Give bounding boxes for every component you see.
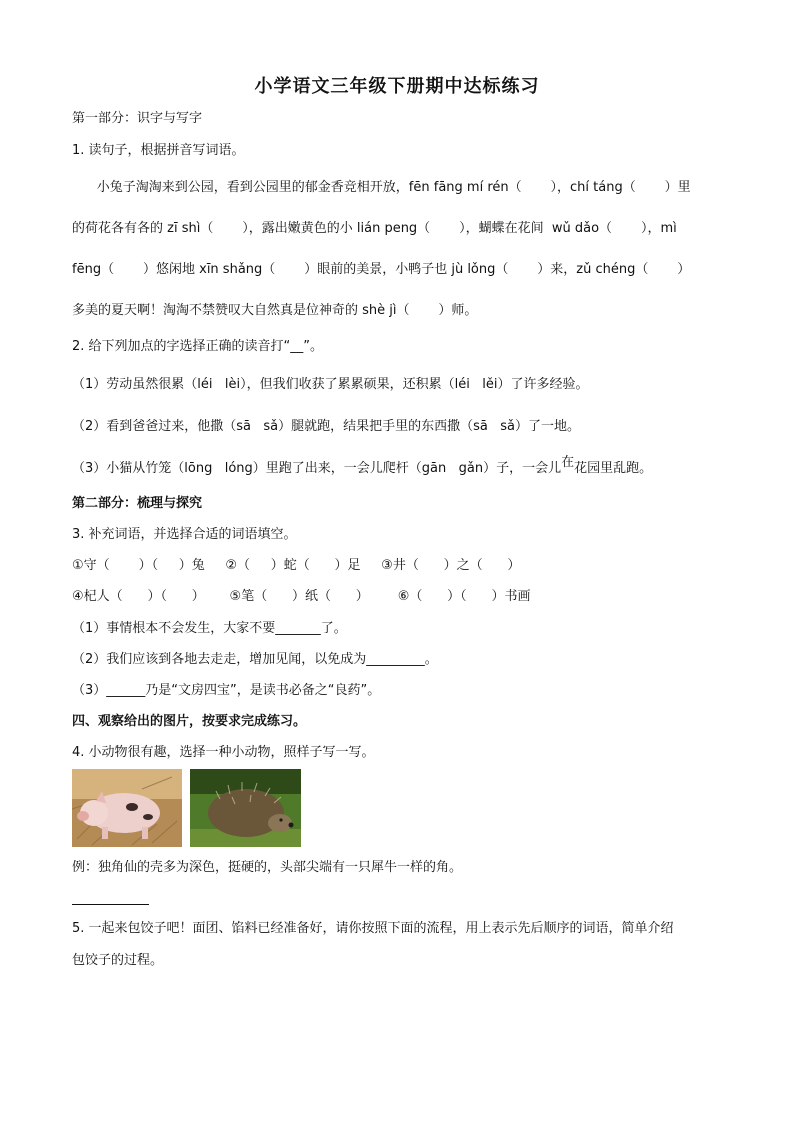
part4-heading: 四、观察给出的图片，按要求完成练习。 [72,714,307,729]
piglet-illustration [72,769,182,847]
q2-item-1: （1）劳动虽然很累（léi lèi），但我们收获了累累硕果，还积累（léi lěi）了许多经验。 [72,377,589,392]
q3-stem: 3. 补充词语，并选择合适的词语填空。 [72,527,297,542]
q1-line-3: fēng（ ）悠闲地 xīn shǎng（ ）眼前的美景，小鸭子也 jù lǒng（ ）来，zǔ chéng（ ） [72,262,691,277]
q2-stem: 2. 给下列加点的字选择正确的读音打“__”。 [72,339,324,354]
part1-heading: 第一部分：识字与写字 [72,111,203,126]
q2-item-3-raised-char: 在 [561,455,575,470]
q1-line-4: 多美的夏天啊！淘淘不禁赞叹大自然真是位神奇的 shè jì（ ）师。 [72,303,478,318]
piglet-photo [72,769,182,847]
q4-stem: 4. 小动物很有趣，选择一种小动物，照样子写一写。 [72,745,375,760]
q3-row-1: ①守（ ）（ ）兔 ②（ ）蛇（ ）足 ③井（ ）之（ ） [72,558,521,573]
answer-line [72,904,149,905]
q2-item-3-text-a: （3）小猫从竹笼（lōng lóng）里跑了出来，一会儿爬杆（gān gǎn）子，一会儿 [72,461,562,476]
q1-line-2: 的荷花各有各的 zī shì（ ），露出嫩黄色的小 lián peng（ ），蝴蝶在花间 wǔ dǎo（ ），mì [72,221,677,236]
q1-stem: 1. 读句子，根据拼音写词语。 [72,143,245,158]
q2-item-2: （2）看到爸爸过来，他撒（sā sǎ）腿就跑，结果把手里的东西撒（sā sǎ）了一地。 [72,419,581,434]
q3-fill-1: （1）事情根本不会发生，大家不要_______了。 [72,621,347,636]
part2-heading: 第二部分：梳理与探究 [72,496,203,511]
q4-example: 例：独角仙的壳多为深色，挺硬的，头部尖端有一只犀牛一样的角。 [72,860,463,875]
q3-row-2: ④杞人（ ）（ ） ⑤笔（ ）纸（ ） ⑥（ ）（ ）书画 [72,589,531,604]
hedgehog-illustration [190,769,301,847]
q5-line-1: 5. 一起来包饺子吧！面团、馅料已经准备好，请你按照下面的流程，用上表示先后顺序的词语，简单介绍 [72,921,674,936]
hedgehog-photo [190,769,301,847]
q1-line-1: 小兔子淘淘来到公园，看到公园里的郁金香竞相开放，fēn fāng mí rén（ ），chí táng（ ）里 [72,180,691,195]
q2-item-3 [72,455,653,477]
page-title: 小学语文三年级下册期中达标练习 [254,76,540,97]
q3-fill-2: （2）我们应该到各地去走走，增加见闻，以免成为_________。 [72,652,438,667]
q5-line-2: 包饺子的过程。 [72,953,164,968]
q3-fill-3: （3）______乃是“文房四宝”，是读书必备之“良药”。 [72,683,381,698]
q2-item-3-text-b: 花园里乱跑。 [574,461,653,476]
